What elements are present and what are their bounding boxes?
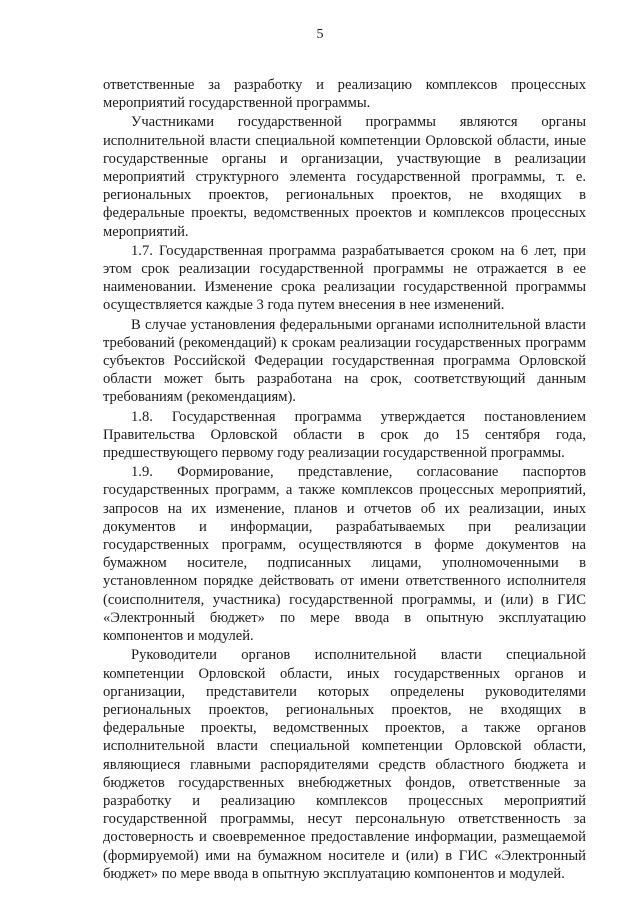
- paragraph-1-8: 1.8. Государственная программа утверждается постановлением Правительства Орловской области в срок до 15 сентября года, предшествующего первому году реализации государственной программы.: [103, 408, 586, 462]
- page-number: 5: [316, 27, 324, 42]
- paragraph-continuation: ответственные за разработку и реализацию комплексов процессных мероприятий государственной программы.: [103, 77, 586, 112]
- paragraph-1-9: 1.9. Формирование, представление, согласование паспортов государственных программ, а также комплексов процессных мероприятий, запросов на их изменение, планов и отчетов об их реализации, иных документов и информации, разрабатываемых при реализации государственных программ, осуществляются в форме документов на бумажном носителе, подписанных лицами, уполномоченными в установленном порядке действовать от имени ответственного исполнителя (соисполнителя, участника) государственной программы, и (или) в ГИС «Электронный бюджет» по мере ввода в опытную эксплуатацию компонентов и модулей.: [103, 464, 586, 645]
- document-body: [103, 76, 586, 883]
- paragraph-responsibility: Руководители органов исполнительной власти специальной компетенции Орловской области, иных государственных органов и организации, представители которых определены руководителями региональных проектов, региональных проектов, не входящих в федеральные проекты, ведомственных проектов, а также органов исполнительной власти специальной компетенции Орловской области, являющиеся главными распорядителями средств областного бюджета и бюджетов государственных внебюджетных фондов, ответственные за разработку и реализацию комплексов процессных мероприятий государственной программы, несут персональную ответственность за достоверность и своевременное предоставление информации, размещаемой (формируемой) ими на бумажном носителе и (или) в ГИС «Электронный бюджет» по мере ввода в опытную эксплуатацию компонентов и модулей.: [103, 647, 586, 882]
- paragraph-participants: Участниками государственной программы являются органы исполнительной власти специальной компетенции Орловской области, иные государственные органы и организации, участвующие в реализации мероприятий структурного элемента государственной программы, т. е. региональных проектов, региональных проектов, не входящих в федеральные проекты, ведомственных проектов и комплексов процессных мероприятий.: [103, 114, 586, 240]
- paragraph-federal-requirements: В случае установления федеральными органами исполнительной власти требований (рекомендаций) к срокам реализации государственных программ субъектов Российской Федерации государственная программа Орловской области может быть разработана на срок, соответствующий данным требованиям (рекомендациям).: [103, 316, 586, 406]
- paragraph-1-7: 1.7. Государственная программа разрабатывается сроком на 6 лет, при этом срок реализации государственной программы не отражается в ее наименовании. Изменение срока реализации государственной программы осуществляется каждые 3 года путем внесения в нее изменений.: [103, 242, 586, 314]
